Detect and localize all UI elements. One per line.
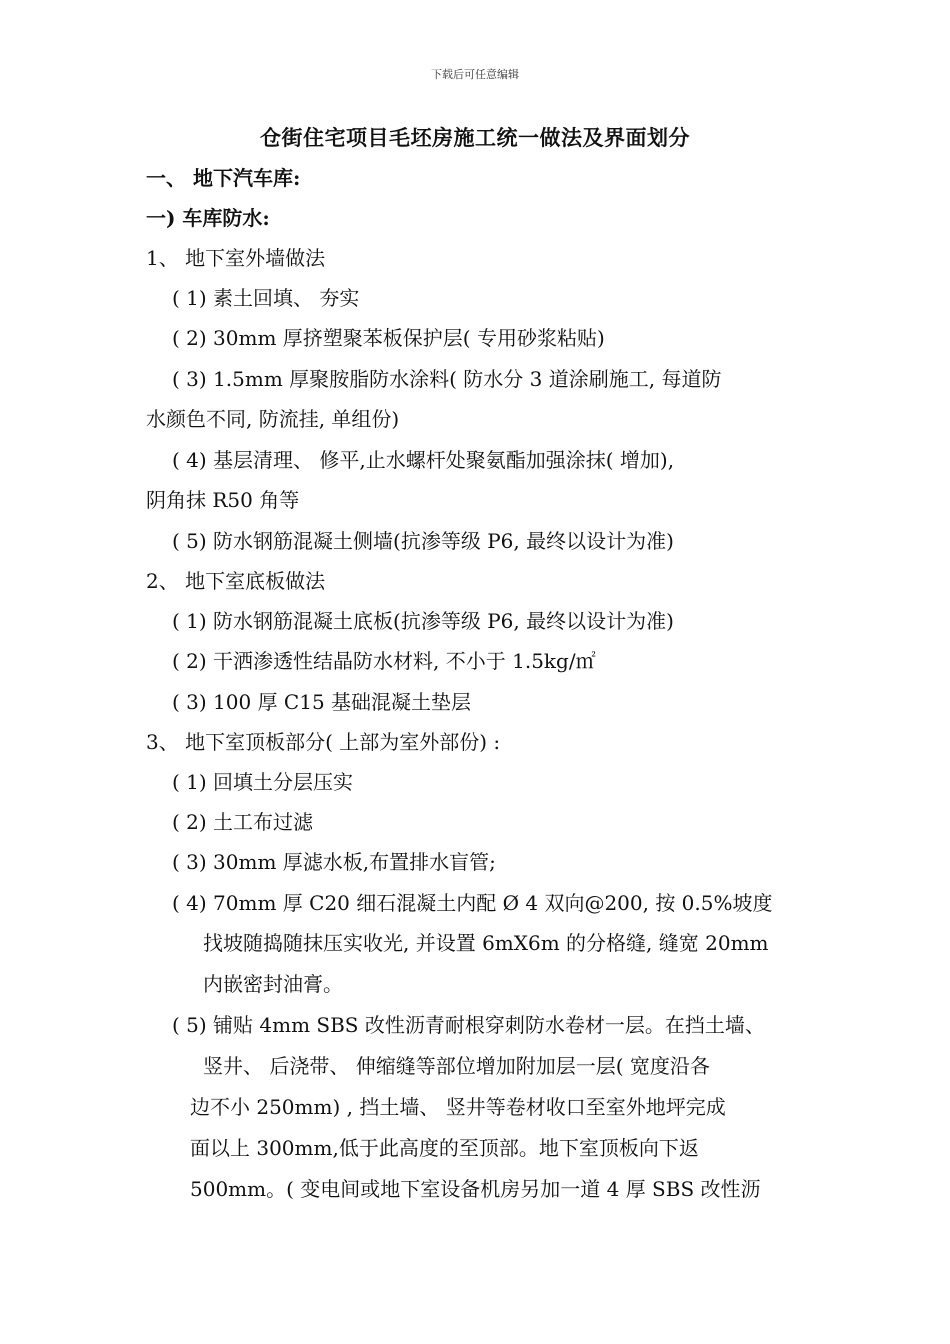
list-item-continuation: 面以上 300mm,低于此高度的至顶部。地下室顶板向下返 bbox=[190, 1136, 699, 1160]
list-item-continuation: 阴角抹 R50 角等 bbox=[146, 488, 300, 512]
list-item: ( 1) 素土回填、 夯实 bbox=[172, 286, 360, 310]
header-note: 下载后可任意编辑 bbox=[431, 68, 519, 81]
document-title: 仓街住宅项目毛坯房施工统一做法及界面划分 bbox=[260, 125, 690, 150]
item-heading: 2、 地下室底板做法 bbox=[146, 569, 326, 593]
item-heading: 3、 地下室顶板部分( 上部为室外部份) : bbox=[146, 730, 501, 754]
list-item: ( 3) 1.5mm 厚聚胺脂防水涂料( 防水分 3 道涂刷施工, 每道防 bbox=[172, 367, 722, 391]
list-item-continuation: 找坡随捣随抹压实收光, 并设置 6mX6m 的分格缝, 缝宽 20mm bbox=[203, 931, 769, 955]
list-item: ( 4) 基层清理、 修平,止水螺杆处聚氨酯加强涂抹( 增加), bbox=[172, 448, 675, 472]
list-item: ( 1) 回填土分层压实 bbox=[172, 770, 354, 794]
list-item: ( 2) 30mm 厚挤塑聚苯板保护层( 专用砂浆粘贴) bbox=[172, 326, 605, 350]
list-item-continuation: 500mm。( 变电间或地下室设备机房另加一道 4 厚 SBS 改性沥 bbox=[190, 1177, 761, 1201]
list-item-continuation: 内嵌密封油膏。 bbox=[203, 972, 343, 996]
subsection-heading: 一) 车库防水: bbox=[146, 206, 270, 230]
list-item: ( 5) 防水钢筋混凝土侧墙(抗渗等级 P6, 最终以设计为准) bbox=[172, 529, 674, 553]
list-item: ( 5) 铺贴 4mm SBS 改性沥青耐根穿刺防水卷材一层。在挡土墙、 bbox=[172, 1013, 765, 1037]
list-item: ( 3) 30mm 厚滤水板,布置排水盲管; bbox=[172, 850, 496, 874]
list-item: ( 4) 70mm 厚 C20 细石混凝土内配 Ø 4 双向@200, 按 0.5%坡度 bbox=[172, 891, 773, 915]
section-heading: 一、 地下汽车库: bbox=[146, 166, 301, 190]
list-item: ( 2) 土工布过滤 bbox=[172, 810, 314, 834]
list-item-continuation: 边不小 250mm) , 挡土墙、 竖井等卷材收口至室外地坪完成 bbox=[190, 1095, 726, 1119]
list-item-continuation: 水颜色不同, 防流挂, 单组份) bbox=[146, 407, 400, 431]
list-item: ( 2) 干洒渗透性结晶防水材料, 不小于 1.5kg/㎡ bbox=[172, 649, 596, 673]
item-heading: 1、 地下室外墙做法 bbox=[146, 246, 326, 270]
list-item: ( 3) 100 厚 C15 基础混凝土垫层 bbox=[172, 690, 472, 714]
list-item-continuation: 竖井、 后浇带、 伸缩缝等部位增加附加层一层( 宽度沿各 bbox=[203, 1054, 710, 1078]
list-item: ( 1) 防水钢筋混凝土底板(抗渗等级 P6, 最终以设计为准) bbox=[172, 609, 674, 633]
